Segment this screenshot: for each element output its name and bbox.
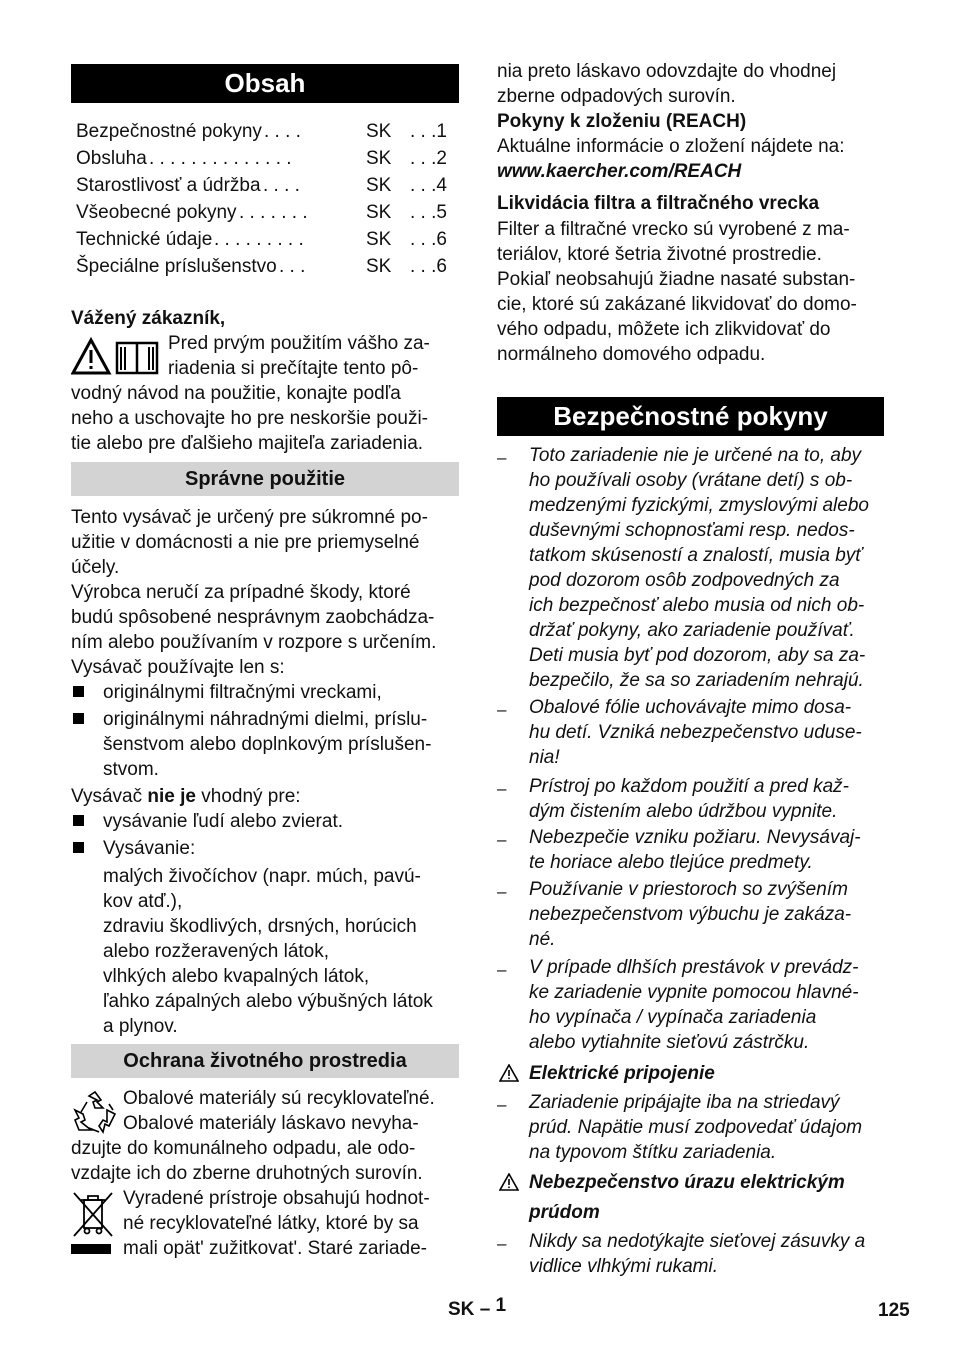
filter-line: Pokiaľ neobsahujú žiadne nasaté substan- (497, 269, 856, 290)
safety-item-line: pod dozorom osôb zodpovedných za (529, 570, 840, 591)
filter-line: teriálov, ktoré šetria životné prostredie. (497, 244, 822, 265)
safety-item-line: nia! (529, 747, 560, 768)
filter-line: Filter a filtračné vrecko sú vyrobené z ma- (497, 219, 850, 240)
safety-item-line: Toto zariadenie nie je určené na to, aby (529, 445, 862, 466)
dash-marker: – (497, 1095, 507, 1114)
warning-icon (499, 1173, 519, 1191)
safety-item-line: ho vypínača / vypínača zariadenia (529, 1007, 817, 1028)
toc-entry-label: Bezpečnostné pokyny (76, 121, 262, 142)
env-line: dzujte do komunálneho odpadu, ale odo- (71, 1138, 416, 1159)
env-line: mali opät' zužitkovat'. Staré zariade- (123, 1238, 427, 1259)
electric-line: prúd. Napätie musí zodpovedať údajom (529, 1117, 863, 1138)
proper-use-line: budú spôsobené nesprávnym zaobchádza- (71, 607, 435, 628)
toc-entry-lang: SK (366, 256, 392, 277)
safety-item-line: Deti musia byť pod dozorom, aby sa za- (529, 645, 866, 666)
safety-item-line: ich bezpečnosť alebo musia od nich ob- (529, 595, 865, 616)
proper-use-line: ním alebo používaním v rozpore s určením. (71, 632, 437, 653)
safety-item-line: ke zariadenie vypnite pomocou hlavné- (529, 982, 859, 1003)
safety-item-line: Obalové fólie uchovávajte mimo dosa- (529, 697, 852, 718)
toc-entry-page: . . .1 (410, 121, 447, 142)
reach-heading: Pokyny k zloženiu (REACH) (497, 111, 747, 132)
footer-sep: – (479, 1299, 491, 1320)
not-suitable-line (71, 784, 301, 809)
safety-item-line: ho používali osoby (vrátane detí) s ob- (529, 470, 853, 491)
safety-item-line: hu detí. Vzniká nebezpečenstvo uduse- (529, 722, 862, 743)
bullet-item: stvom. (103, 759, 159, 780)
proper-use-heading: Správne použitie (71, 462, 459, 496)
proper-use-line: účely. (71, 557, 120, 578)
toc-entry-page: . . .4 (410, 175, 447, 196)
sub-line: malých živočíchov (napr. múch, pavú- (103, 866, 421, 887)
reach-url: www.kaercher.com/REACH (497, 161, 742, 182)
shock-heading: Nebezpečenstvo úrazu elektrickým (529, 1172, 845, 1193)
intro-line: vodný návod na použitie, konajte podľa (71, 383, 401, 404)
toc-entry-label: Technické údaje (76, 229, 213, 250)
dash-marker: – (497, 882, 507, 901)
proper-use-line: Tento vysávač je určený pre súkromné po- (71, 507, 428, 528)
safety-item-line: medzenými fyzickými, zmyslovými alebo (529, 495, 869, 516)
toc-entry-label: Starostlivosť a údržba (76, 175, 261, 196)
toc-entry-dots: . . . (279, 256, 306, 277)
bullet-square (73, 686, 84, 697)
sub-line: alebo rozžeravených látok, (103, 941, 330, 962)
toc-entry-dots: . . . . . . . (239, 202, 308, 223)
safety-item-line: Nebezpečie vzniku požiaru. Nevysávaj- (529, 827, 861, 848)
bullet-square (73, 815, 84, 826)
sub-line: zdraviu škodlivých, drsných, horúcich (103, 916, 417, 937)
proper-use-line: Výrobca neručí za prípadné škody, ktoré (71, 582, 411, 603)
toc-entry[interactable] (76, 146, 456, 173)
sub-line: vlhkých alebo kvapalných látok, (103, 966, 370, 987)
toc-entry[interactable] (76, 227, 456, 254)
greeting: Vážený zákazník, (71, 308, 226, 329)
dash-marker: – (497, 779, 507, 798)
intro-line: riadenia si prečítajte tento pô- (168, 358, 419, 379)
filter-line: vého odpadu, môžete ich zlikvidovať do (497, 319, 831, 340)
bullet-item: Vysávanie: (103, 838, 196, 859)
environment-heading: Ochrana životného prostredia (71, 1044, 459, 1078)
safety-item-line: Používanie v priestoroch so zvýšením (529, 879, 848, 900)
dash-marker: – (497, 448, 507, 467)
toc-entry-label: Všeobecné pokyny (76, 202, 237, 223)
toc-entry[interactable] (76, 119, 456, 146)
safety-item-line: te horiace alebo tlejúce predmety. (529, 852, 813, 873)
env-line: vzdajte ich do zberne druhotných surovín. (71, 1163, 423, 1184)
footer-num: 1 (495, 1295, 507, 1316)
env-line: Vyradené prístroje obsahujú hodnot- (123, 1188, 430, 1209)
safety-item-line: tatkom skúseností a znalostí, musia byť (529, 545, 863, 566)
cont-line: zberne odpadových surovín. (497, 86, 736, 107)
safety-item-line: nebezpečenstvom výbuchu je zakáza- (529, 904, 852, 925)
crossed-bin-icon (71, 1190, 115, 1256)
electric-line: na typovom štítku zariadenia. (529, 1142, 777, 1163)
footer-lang-code: SK (448, 1299, 475, 1320)
toc-entry-dots: . . . . . . . . . (214, 229, 304, 250)
safety-heading: Bezpečnostné pokyny (497, 397, 884, 436)
warning-manual-icon (71, 337, 161, 377)
proper-use-line: Vysávač používajte len s: (71, 657, 285, 678)
not-bold: nie je (147, 786, 196, 807)
bullet-item: vysávanie ľudí alebo zvierat. (103, 811, 344, 832)
intro-line: tie alebo pre ďalšieho majiteľa zariadenia. (71, 433, 424, 454)
bullet-item: originálnymi filtračnými vreckami, (103, 682, 382, 703)
safety-item-line: né. (529, 929, 556, 950)
toc-entry-dots: . . . . . . . . . . . . . . (149, 148, 292, 169)
not-prefix: Vysávač (71, 786, 148, 807)
page-number: 125 (878, 1300, 910, 1321)
toc-entry[interactable] (76, 200, 456, 227)
toc-entry-dots: . . . . (264, 121, 301, 142)
safety-item-line: duševnými schopnosťami resp. nedos- (529, 520, 855, 541)
bullet-item: originálnymi náhradnými dielmi, príslu- (103, 709, 428, 730)
toc-entry-page: . . .2 (410, 148, 447, 169)
toc-entry-dots: . . . . (263, 175, 300, 196)
toc-entry[interactable] (76, 254, 456, 281)
sub-line: a plynov. (103, 1016, 178, 1037)
toc-entry-page: . . .6 (410, 229, 447, 250)
sub-line: ľahko zápalných alebo výbušných látok (103, 991, 433, 1012)
bullet-item: šenstvom alebo doplnkovým príslušen- (103, 734, 432, 755)
bullet-square (73, 842, 84, 853)
intro-line: Pred prvým použitím vášho za- (168, 333, 430, 354)
safety-item-line: bezpečilo, že sa so zariadením nehrajú. (529, 670, 864, 691)
dash-marker: – (497, 830, 507, 849)
dash-marker: – (497, 700, 507, 719)
filter-line: cie, ktoré sú zakázané likvidovať do domo- (497, 294, 857, 315)
env-line: né recyklovateľné látky, ktoré by sa (123, 1213, 419, 1234)
safety-item-line: Prístroj po každom použití a pred kaž- (529, 776, 849, 797)
toc-entry-label: Špeciálne príslušenstvo (76, 256, 277, 277)
safety-item-line: držať pokyny, ako zariadenie používať. (529, 620, 855, 641)
shock-line: Nikdy sa nedotýkajte sieťovej zásuvky a (529, 1231, 866, 1252)
safety-item-line: dým čistením alebo údržbou vypnite. (529, 801, 838, 822)
filter-line: normálneho domového odpadu. (497, 344, 766, 365)
safety-item-line: alebo vytiahnite sieťovú zástrčku. (529, 1032, 810, 1053)
env-line: Obalové materiály sú recyklovateľné. (123, 1088, 435, 1109)
electric-heading: Elektrické pripojenie (529, 1063, 715, 1084)
not-suffix: vhodný pre: (195, 786, 301, 807)
toc-entry-page: . . .5 (410, 202, 447, 223)
toc-entry[interactable] (76, 173, 456, 200)
warning-icon (499, 1064, 519, 1082)
toc-entry-page: . . .6 (410, 256, 447, 277)
recycle-icon (73, 1090, 117, 1134)
filter-heading: Likvidácia filtra a filtračného vrecka (497, 193, 820, 214)
footer-lang (448, 1297, 506, 1322)
toc-entry-lang: SK (366, 202, 392, 223)
toc-entry-lang: SK (366, 175, 392, 196)
dash-marker: – (497, 960, 507, 979)
sub-line: kov atď.), (103, 891, 183, 912)
proper-use-line: užitie v domácnosti a nie pre priemyselné (71, 532, 420, 553)
toc-entry-lang: SK (366, 229, 392, 250)
toc-entry-lang: SK (366, 148, 392, 169)
reach-text: Aktuálne informácie o zložení nájdete na: (497, 136, 845, 157)
intro-line: neho a uschovajte ho pre neskoršie použi- (71, 408, 429, 429)
shock-line: vidlice vlhkými rukami. (529, 1256, 718, 1277)
toc-entry-lang: SK (366, 121, 392, 142)
electric-line: Zariadenie pripájajte iba na striedavý (529, 1092, 840, 1113)
toc-heading: Obsah (71, 64, 459, 103)
bullet-square (73, 713, 84, 724)
safety-item-line: V prípade dlhších prestávok v prevádz- (529, 957, 859, 978)
cont-line: nia preto láskavo odovzdajte do vhodnej (497, 61, 837, 82)
env-line: Obalové materiály láskavo nevyha- (123, 1113, 419, 1134)
dash-marker: – (497, 1234, 507, 1253)
shock-heading: prúdom (529, 1202, 600, 1223)
toc-entry-label: Obsluha (76, 148, 147, 169)
